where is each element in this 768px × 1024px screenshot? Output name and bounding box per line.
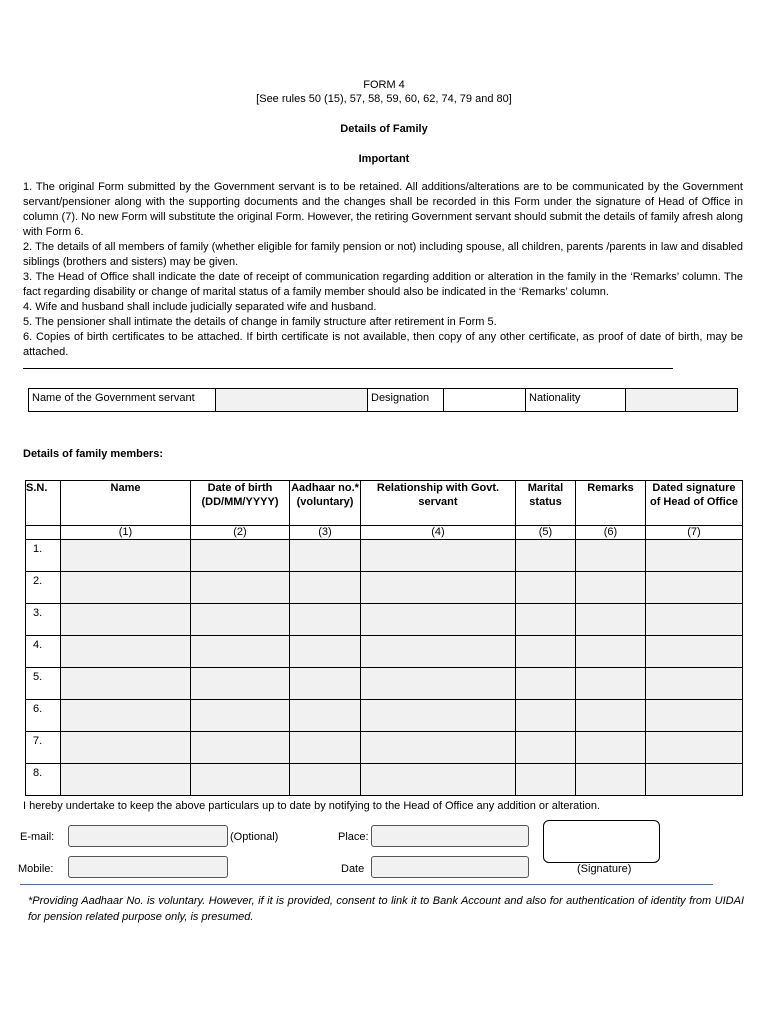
marital-status-cell[interactable] <box>516 764 576 796</box>
marital-status-cell[interactable] <box>516 668 576 700</box>
dob-cell[interactable] <box>191 700 290 732</box>
family-members-table <box>25 480 743 796</box>
row-serial-number: 4. <box>26 636 61 668</box>
row-serial-number: 7. <box>26 732 61 764</box>
instruction-item: 1. The original Form submitted by the Government servant is to be retained. All additions/alterations are to be communicated by the Government servant/pensioner along with the supporting documents and the changes shall be recorded in this Form under the signature of Head of Office in column (7). No new Form will substitute the original Form. However, the retiring Government servant should submit the details of family afresh along with Form 6. <box>23 181 743 238</box>
aadhaar-cell[interactable] <box>290 572 361 604</box>
instruction-item: 5. The pensioner shall intimate the details of change in family structure after retirement in Form 5. <box>23 316 497 328</box>
header-dob: Date of birth (DD/MM/YYYY) <box>191 481 290 526</box>
row-serial-number: 3. <box>26 604 61 636</box>
date-field[interactable] <box>371 856 529 878</box>
col-number: (6) <box>576 526 646 540</box>
aadhaar-cell[interactable] <box>290 636 361 668</box>
signature-cell[interactable] <box>646 540 743 572</box>
name-cell[interactable] <box>61 604 191 636</box>
family-rows <box>26 540 743 796</box>
table-row <box>26 764 743 796</box>
aadhaar-cell[interactable] <box>290 604 361 636</box>
dob-cell[interactable] <box>191 732 290 764</box>
dob-cell[interactable] <box>191 636 290 668</box>
footnote-divider <box>20 884 713 885</box>
table-row <box>26 540 743 572</box>
marital-status-cell[interactable] <box>516 700 576 732</box>
col-number: (2) <box>191 526 290 540</box>
relationship-cell[interactable] <box>361 700 516 732</box>
marital-status-cell[interactable] <box>516 572 576 604</box>
marital-status-cell[interactable] <box>516 636 576 668</box>
name-cell[interactable] <box>61 572 191 604</box>
signature-cell[interactable] <box>646 764 743 796</box>
relationship-cell[interactable] <box>361 764 516 796</box>
remarks-cell[interactable] <box>576 572 646 604</box>
remarks-cell[interactable] <box>576 668 646 700</box>
relationship-cell[interactable] <box>361 732 516 764</box>
remarks-cell[interactable] <box>576 604 646 636</box>
instruction-item: 4. Wife and husband shall include judicially separated wife and husband. <box>23 301 377 313</box>
header-marital-status: Marital status <box>516 481 576 526</box>
aadhaar-cell[interactable] <box>290 700 361 732</box>
relationship-cell[interactable] <box>361 604 516 636</box>
remarks-cell[interactable] <box>576 732 646 764</box>
table-row <box>26 668 743 700</box>
signature-label: (Signature) <box>577 863 632 875</box>
date-label: Date <box>341 863 365 875</box>
header-aadhaar: Aadhaar no.* (voluntary) <box>290 481 361 526</box>
table-row <box>26 636 743 668</box>
row-serial-number: 1. <box>26 540 61 572</box>
marital-status-cell[interactable] <box>516 732 576 764</box>
name-label: Name of the Government servant <box>32 392 195 404</box>
header-signature: Dated signature of Head of Office <box>646 481 743 526</box>
table-row <box>26 732 743 764</box>
aadhaar-cell[interactable] <box>290 732 361 764</box>
row-serial-number: 2. <box>26 572 61 604</box>
form-title: FORM 4 <box>363 79 405 91</box>
signature-cell[interactable] <box>646 572 743 604</box>
relationship-cell[interactable] <box>361 540 516 572</box>
signature-box[interactable] <box>543 820 660 863</box>
table-row <box>26 604 743 636</box>
header-remarks: Remarks <box>576 481 646 526</box>
designation-field[interactable] <box>443 389 525 411</box>
nationality-label: Nationality <box>525 389 625 411</box>
name-cell[interactable] <box>61 700 191 732</box>
col-number: (7) <box>646 526 743 540</box>
relationship-cell[interactable] <box>361 636 516 668</box>
name-cell[interactable] <box>61 636 191 668</box>
col-number: (5) <box>516 526 576 540</box>
separator-line <box>23 368 673 369</box>
header-sn: S.N. <box>26 481 61 526</box>
marital-status-cell[interactable] <box>516 540 576 572</box>
relationship-cell[interactable] <box>361 668 516 700</box>
instruction-item: 3. The Head of Office shall indicate the date of receipt of communication regarding addition or alteration in the family in the ‘Remarks’ column. The fact regarding disability or change of marital status of a family member should also be indicated in the ‘Remarks’ column. <box>23 271 743 298</box>
dob-cell[interactable] <box>191 540 290 572</box>
instruction-item: 6. Copies of birth certificates to be attached. If birth certificate is not available, then copy of any other certificate, as proof of date of birth, may be attached. <box>23 331 743 358</box>
relationship-cell[interactable] <box>361 572 516 604</box>
dob-cell[interactable] <box>191 572 290 604</box>
name-cell[interactable] <box>61 764 191 796</box>
row-serial-number: 5. <box>26 668 61 700</box>
place-label: Place: <box>338 831 369 843</box>
col-number: (1) <box>61 526 191 540</box>
remarks-cell[interactable] <box>576 540 646 572</box>
remarks-cell[interactable] <box>576 764 646 796</box>
rules-reference: [See rules 50 (15), 57, 58, 59, 60, 62, 74, 79 and 80] <box>256 93 512 105</box>
col-number: (3) <box>290 526 361 540</box>
table-row <box>26 572 743 604</box>
dob-cell[interactable] <box>191 604 290 636</box>
col-number: (4) <box>361 526 516 540</box>
name-cell[interactable] <box>61 668 191 700</box>
signature-cell[interactable] <box>646 604 743 636</box>
aadhaar-cell[interactable] <box>290 764 361 796</box>
signature-cell[interactable] <box>646 668 743 700</box>
name-field[interactable] <box>215 389 367 411</box>
signature-cell[interactable] <box>646 636 743 668</box>
name-cell[interactable] <box>61 732 191 764</box>
col-number <box>26 526 61 540</box>
signature-cell[interactable] <box>646 700 743 732</box>
signature-cell[interactable] <box>646 732 743 764</box>
marital-status-cell[interactable] <box>516 604 576 636</box>
instructions-list <box>23 180 743 360</box>
email-label: E-mail: <box>20 831 55 843</box>
dob-cell[interactable] <box>191 764 290 796</box>
remarks-cell[interactable] <box>576 636 646 668</box>
mobile-field[interactable] <box>68 856 228 878</box>
header-relationship: Relationship with Govt. servant <box>361 481 516 526</box>
place-field[interactable] <box>371 825 529 847</box>
designation-label: Designation <box>367 389 443 411</box>
aadhaar-footnote: *Providing Aadhaar No. is voluntary. However, if it is provided, consent to link it to Bank Account and also for authentication of identity from UIDAI for pension related purpose only, is presumed. <box>28 895 744 923</box>
row-serial-number: 6. <box>26 700 61 732</box>
remarks-cell[interactable] <box>576 700 646 732</box>
nationality-field[interactable] <box>625 389 737 411</box>
header-name: Name <box>61 481 191 526</box>
undertaking-text: I hereby undertake to keep the above particulars up to date by notifying to the Head of Office any addition or alteration. <box>23 800 601 812</box>
important-heading: Important <box>358 153 410 165</box>
servant-info-table <box>28 388 738 412</box>
table-row <box>26 700 743 732</box>
email-field[interactable] <box>68 825 228 847</box>
aadhaar-cell[interactable] <box>290 668 361 700</box>
email-optional-note: (Optional) <box>230 831 279 843</box>
mobile-label: Mobile: <box>18 863 54 875</box>
family-section-title: Details of family members: <box>23 448 163 460</box>
form-subtitle: Details of Family <box>340 123 428 135</box>
name-cell[interactable] <box>61 540 191 572</box>
dob-cell[interactable] <box>191 668 290 700</box>
row-serial-number: 8. <box>26 764 61 796</box>
instruction-item: 2. The details of all members of family (whether eligible for family pension or not) including spouse, all children, parents /parents in law and disabled siblings (brothers and sisters) may be given. <box>23 241 743 268</box>
aadhaar-cell[interactable] <box>290 540 361 572</box>
